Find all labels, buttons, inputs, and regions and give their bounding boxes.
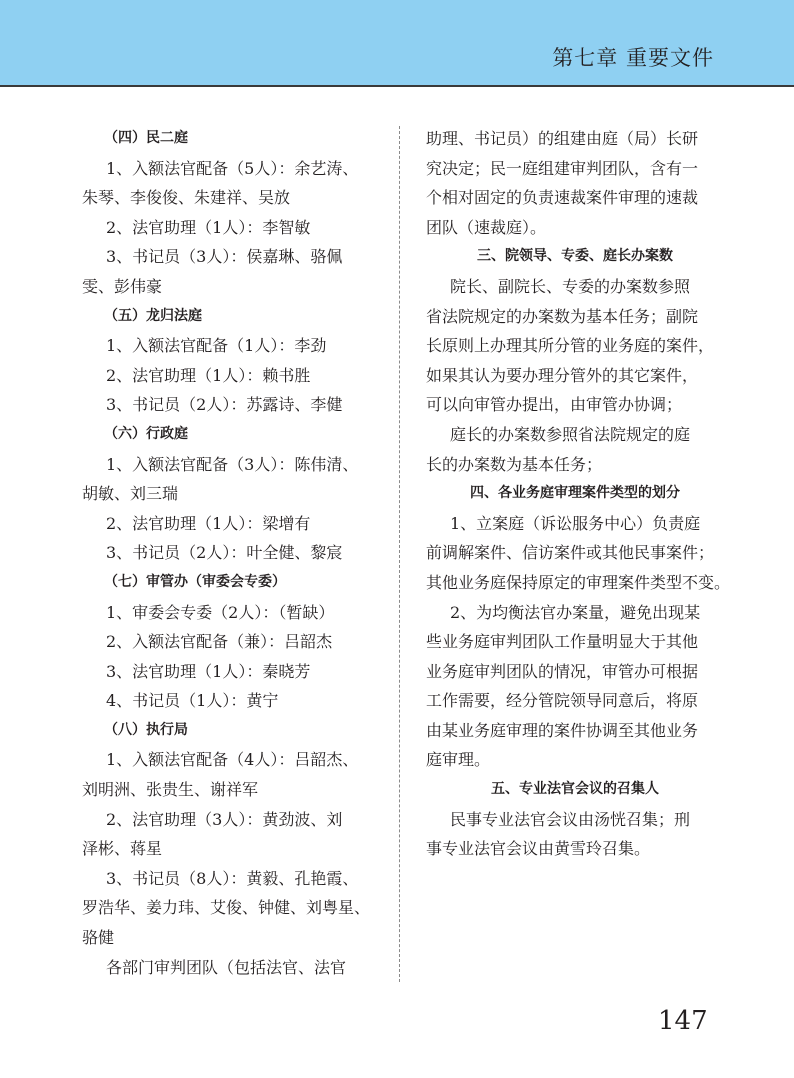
text-line: 由某业务庭审理的案件协调至其他业务: [426, 720, 699, 740]
paragraph-line: 各部门审判团队（包括法官、法官: [106, 957, 347, 977]
paragraph-line: 院长、副院长、专委的办案数参照: [450, 276, 691, 296]
text-line: 助理、书记员）的组建由庭（局）长研: [426, 129, 699, 148]
paragraph-line: 3、书记员（2人）：叶全健、黎宸: [106, 543, 343, 563]
text-line: 可以向审管办提出，由审管办协调；: [426, 395, 683, 415]
paragraph-line: 1、入额法官配备（4人）：吕韶杰、: [106, 750, 359, 770]
section-heading: （七）审管办（审委会专委）: [104, 573, 286, 590]
text-line: 省法院规定的办案数为基本任务；副院: [426, 306, 699, 326]
paragraph-line: 1、审委会专委（2人）：（暂缺）: [106, 602, 335, 622]
paragraph-line: 2、为均衡法官办案量，避免出现某: [450, 602, 701, 622]
paragraph-line: 2、法官助理（1人）：赖书胜: [106, 365, 311, 385]
paragraph-line: 2、法官助理（1人）：梁增有: [106, 513, 311, 533]
text-line: 长的办案数为基本任务；: [426, 454, 603, 474]
paragraph-line: 1、立案庭（诉讼服务中心）负责庭: [450, 513, 701, 533]
text-line: 些业务庭审判团队工作量明显大于其他: [426, 632, 699, 652]
column-divider: [399, 126, 400, 982]
text-line: 如果其认为要办理分管外的其它案件，: [426, 365, 699, 385]
paragraph-line: 3、书记员（8人）：黄毅、孔艳霞、: [106, 868, 359, 888]
text-line: 泽彬、蒋星: [82, 839, 163, 859]
section-heading: （四）民二庭: [104, 130, 188, 146]
right-column: [426, 124, 731, 864]
paragraph-line: 1、入额法官配备（3人）：陈伟清、: [106, 454, 359, 474]
header-rule: [0, 85, 794, 87]
section-heading: 四、各业务庭审理案件类型的划分: [470, 485, 680, 502]
text-line: 骆健: [82, 928, 115, 948]
text-line: 团队（速裁庭）。: [426, 217, 547, 237]
page-number: 147: [658, 1006, 708, 1036]
section-heading: （五）龙归法庭: [104, 307, 202, 324]
chapter-title: 第七章 重要文件: [552, 46, 714, 70]
text-line: 庭审理。: [426, 750, 491, 770]
section-heading: 五、专业法官会议的召集人: [491, 781, 659, 798]
chapter-header-band: [0, 0, 794, 85]
section-heading: （八）执行局: [104, 721, 188, 738]
paragraph-line: 1、入额法官配备（1人）：李劲: [106, 336, 327, 356]
text-line: 长原则上办理其所分管的业务庭的案件，: [426, 336, 715, 356]
left-column: [82, 124, 378, 982]
text-line: 工作需要，经分管院领导同意后，将原: [426, 691, 699, 711]
text-line: 究决定；民一庭组建审判团队，含有一: [426, 158, 699, 178]
text-line: 罗浩华、姜力玮、艾俊、钟健、刘粤星、: [82, 898, 371, 918]
text-line: 胡敏、刘三瑞: [82, 484, 179, 504]
text-line: 个相对固定的负责速裁案件审理的速裁: [426, 188, 699, 208]
text-line: 朱琴、李俊俊、朱建祥、吴放: [82, 188, 291, 208]
paragraph-line: 2、法官助理（1人）：李智敏: [106, 217, 311, 237]
paragraph-line: 4、书记员（1人）：黄宁: [106, 691, 279, 711]
text-line: 前调解案件、信访案件或其他民事案件；: [426, 543, 715, 563]
text-line: 雯、彭伟豪: [82, 276, 163, 296]
text-line: 其他业务庭保持原定的审理案件类型不变。: [426, 572, 731, 592]
section-heading: 三、院领导、专委、庭长办案数: [477, 248, 673, 265]
paragraph-line: 民事专业法官会议由汤恍召集；刑: [450, 809, 691, 829]
paragraph-line: 2、入额法官配备（兼）：吕韶杰: [106, 632, 333, 652]
paragraph-line: 3、法官助理（1人）：秦晓芳: [106, 661, 311, 681]
paragraph-line: 2、法官助理（3人）：黄劲波、刘: [106, 809, 343, 829]
text-line: 事专业法官会议由黄雪玲召集。: [426, 839, 651, 859]
text-line: 业务庭审判团队的情况，审管办可根据: [426, 661, 699, 681]
paragraph-line: 3、书记员（3人）：侯嘉琳、骆佩: [106, 247, 343, 267]
section-heading: （六）行政庭: [104, 425, 188, 442]
text-line: 刘明洲、张贵生、谢祥军: [82, 780, 259, 800]
paragraph-line: 3、书记员（2人）：苏露诗、李健: [106, 395, 343, 415]
paragraph-line: 庭长的办案数参照省法院规定的庭: [450, 424, 691, 444]
paragraph-line: 1、入额法官配备（5人）：余艺涛、: [106, 158, 359, 178]
